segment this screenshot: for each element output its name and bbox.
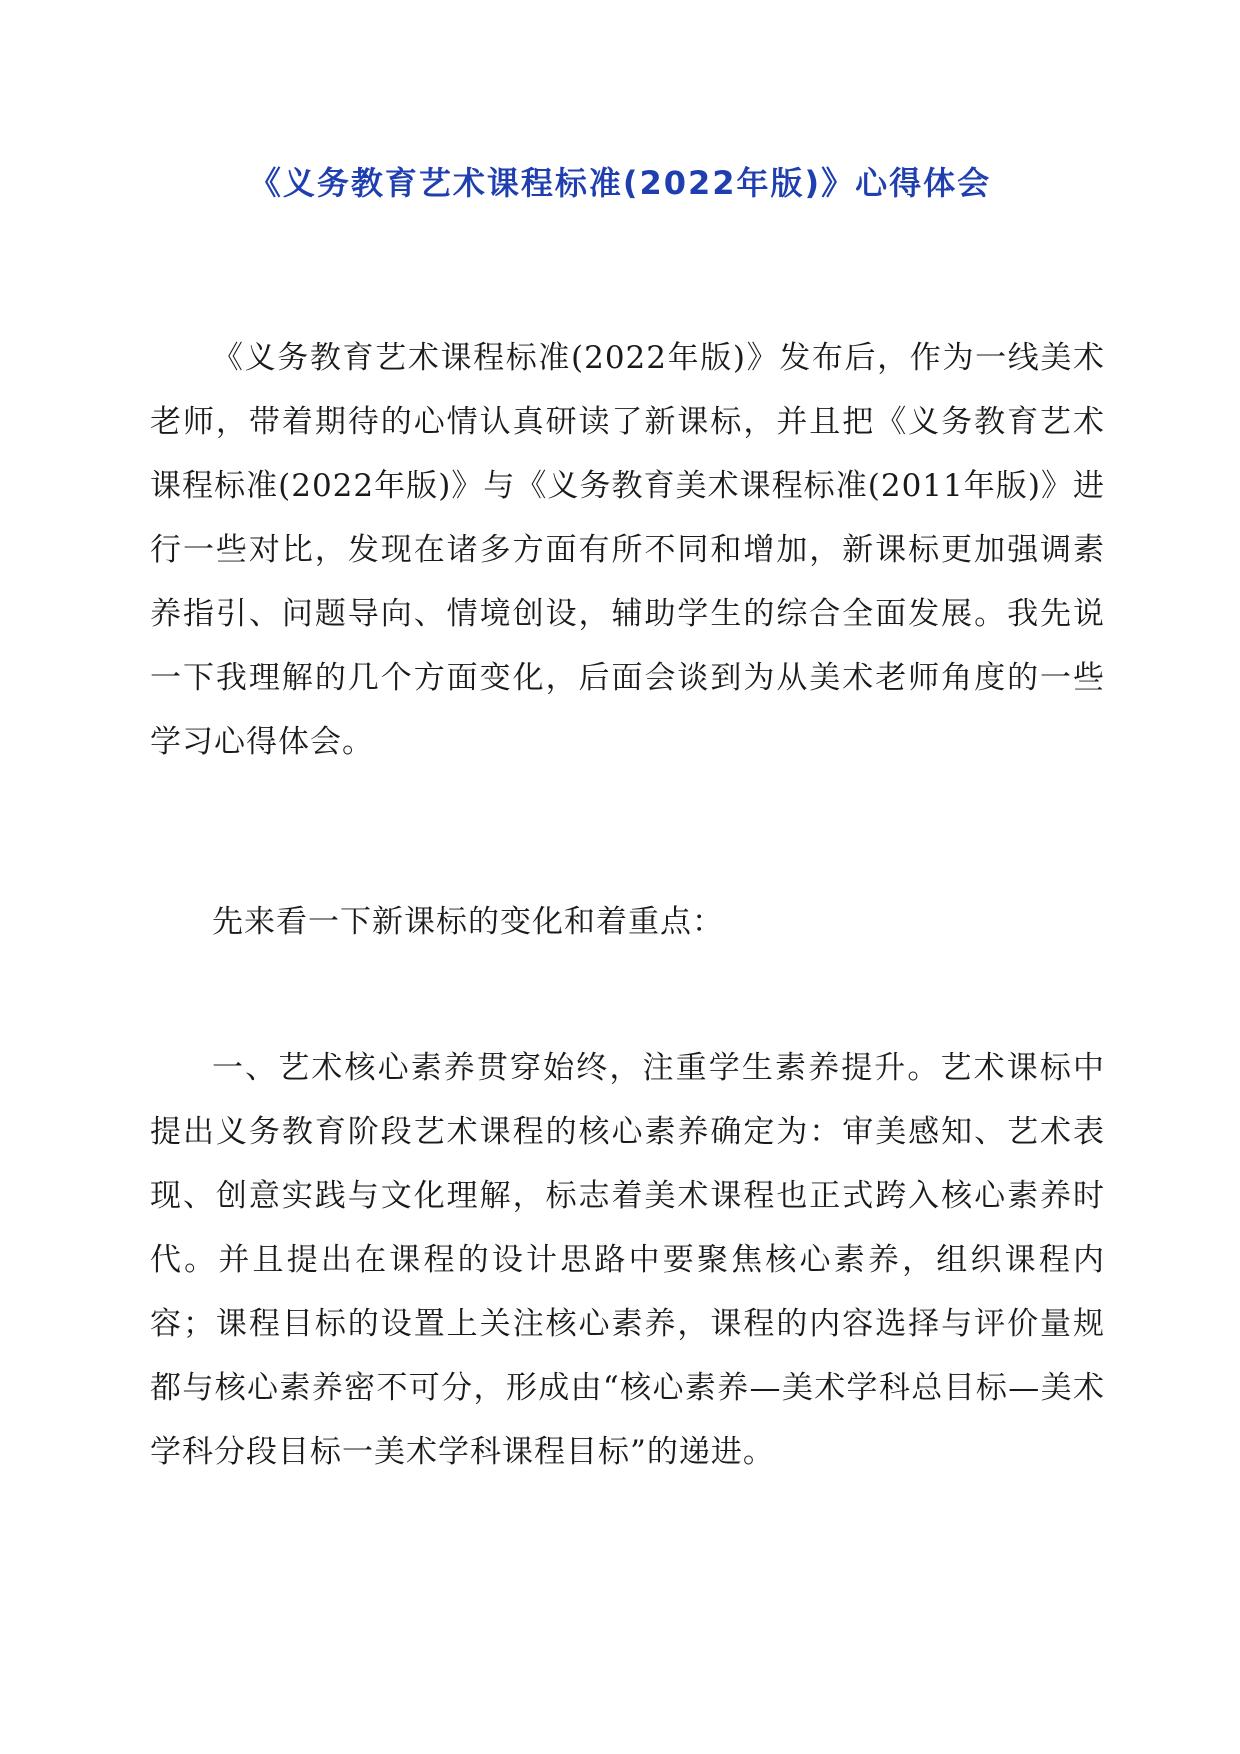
document-title: 《义务教育艺术课程标准(2022年版)》心得体会 [248,164,992,202]
paragraph-intro: 《义务教育艺术课程标准(2022年版)》发布后，作为一线美术老师，带着期待的心情认真研读了新课标，并且把《义务教育艺术课程标准(2022年版)》与《义务教育美术课程标准(2011年版)》进行一些对比，发现在诸多方面有所不同和增加，新课标更加强调素养指引、问题导向、情境创设，辅助学生的综合全面发展。我先说一下我理解的几个方面变化，后面会谈到为从美术老师角度的一些学习心得体会。 [150,340,1105,760]
paragraph-core-literacy: 一、艺术核心素养贯穿始终，注重学生素养提升。艺术课标中提出义务教育阶段艺术课程的核心素养确定为：审美感知、艺术表现、创意实践与文化理解，标志着美术课程也正式跨入核心素养时代。并且提出在课程的设计思路中要聚焦核心素养，组织课程内容；课程目标的设置上关注核心素养，课程的内容选择与评价量规都与核心素养密不可分，形成由“核心素养—美术学科总目标—美术学科分段目标一美术学科课程目标”的递进。 [150,1050,1105,1470]
paragraph-changes-heading: 先来看一下新课标的变化和着重点： [212,904,724,940]
